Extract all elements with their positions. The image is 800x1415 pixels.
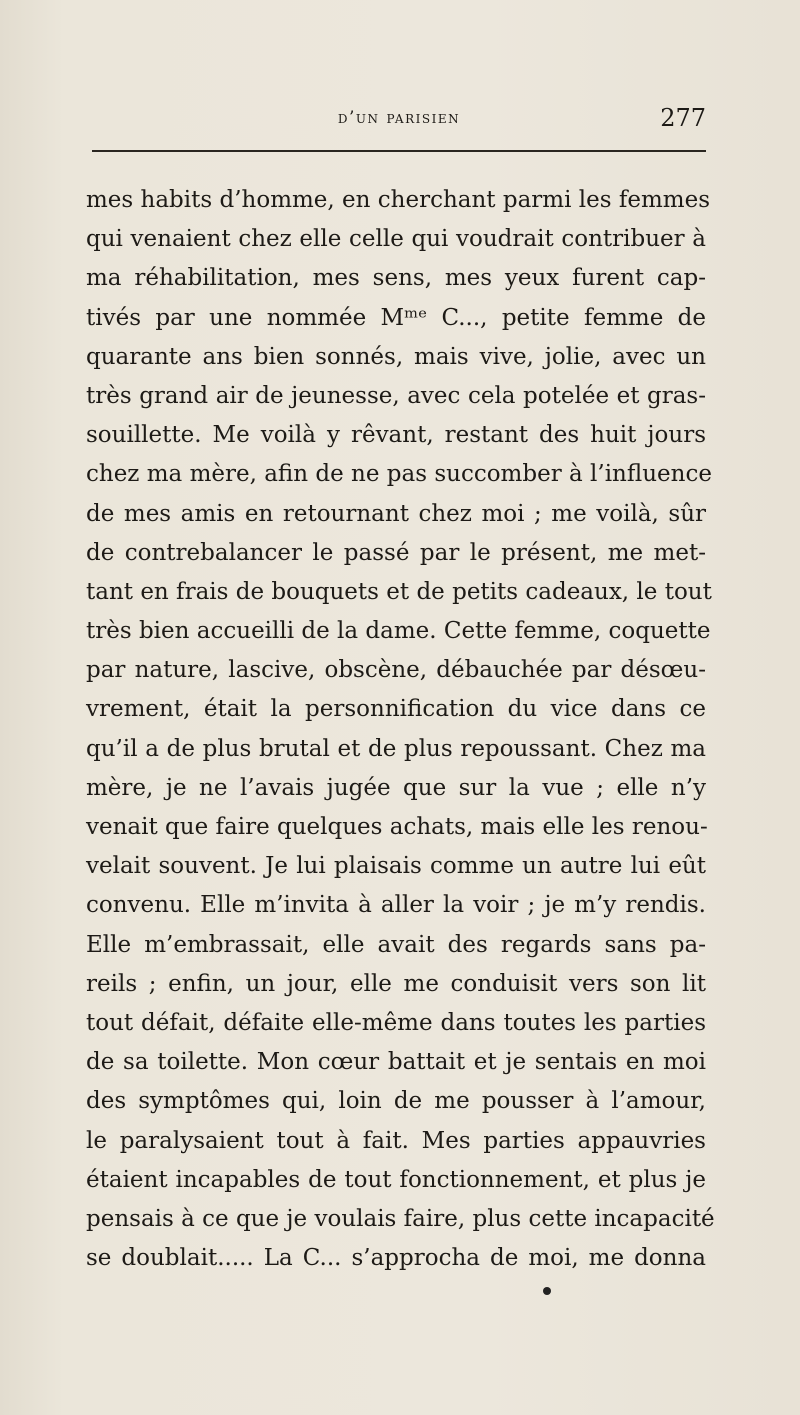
text-line: pensais à ce que je voulais faire, plus cette incapacité — [86, 1205, 715, 1232]
text-line: mère, je ne l’avais jugée que sur la vue ; elle n’y — [86, 774, 706, 801]
running-title: d’un parisien — [337, 108, 461, 128]
text-line: étaient incapables de tout fonctionnement, et plus je — [86, 1166, 706, 1193]
text-line: qui venaient chez elle celle qui voudrait contribuer à — [86, 226, 706, 253]
text-line: velait souvent. Je lui plaisais comme un autre lui eût — [86, 853, 706, 880]
body-text — [86, 181, 715, 1278]
page-number: 277 — [660, 104, 706, 132]
text-line: chez ma mère, afin de ne pas succomber à l’influence — [86, 461, 712, 488]
text-line: vrement, était la personnification du vice dans ce — [86, 696, 706, 723]
text-line: très grand air de jeunesse, avec cela potelée et gras- — [86, 382, 706, 409]
text-line: le paralysaient tout à fait. Mes parties appauvries — [86, 1127, 706, 1154]
text-line: tout défait, défaite elle-même dans toutes les parties — [86, 1009, 706, 1036]
text-line: Elle m’embrassait, elle avait des regards sans pa- — [86, 931, 706, 958]
text-line: mes habits d’homme, en cherchant parmi les femmes — [86, 187, 710, 213]
text-line: de contrebalancer le passé par le présent, me met- — [86, 539, 706, 566]
header-rule — [92, 150, 706, 152]
text-line: se doublait..... La C... s’approcha de moi, me donna — [86, 1245, 706, 1272]
text-line: tant en frais de bouquets et de petits cadeaux, le tout — [86, 578, 712, 605]
text-line: venait que faire quelques achats, mais elle les renou- — [86, 814, 708, 840]
text-line: de mes amis en retournant chez moi ; me voilà, sûr — [86, 500, 706, 527]
text-line: quarante ans bien sonnés, mais vive, jolie, avec un — [86, 343, 706, 370]
text-line: convenu. Elle m’invita à aller la voir ; je m’y rendis. — [86, 892, 706, 919]
text-line: ma réhabilitation, mes sens, mes yeux furent cap- — [86, 265, 706, 292]
page-header — [92, 104, 706, 144]
text-line: très bien accueilli de la dame. Cette femme, coquette — [86, 618, 711, 645]
ink-mark — [543, 1287, 551, 1295]
text-line: qu’il a de plus brutal et de plus repoussant. Chez ma — [86, 735, 706, 762]
text-line: des symptômes qui, loin de me pousser à l’amour, — [86, 1088, 706, 1115]
text-line: reils ; enfin, un jour, elle me conduisit vers son lit — [86, 970, 706, 997]
text-line: de sa toilette. Mon cœur battait et je sentais en moi — [86, 1049, 706, 1076]
text-line: par nature, lascive, obscène, débauchée par désœu- — [86, 657, 706, 684]
text-line: tivés par une nommée Mᵐᵉ C..., petite femme de — [86, 304, 706, 331]
text-line: souillette. Me voilà y rêvant, restant des huit jours — [86, 422, 706, 449]
